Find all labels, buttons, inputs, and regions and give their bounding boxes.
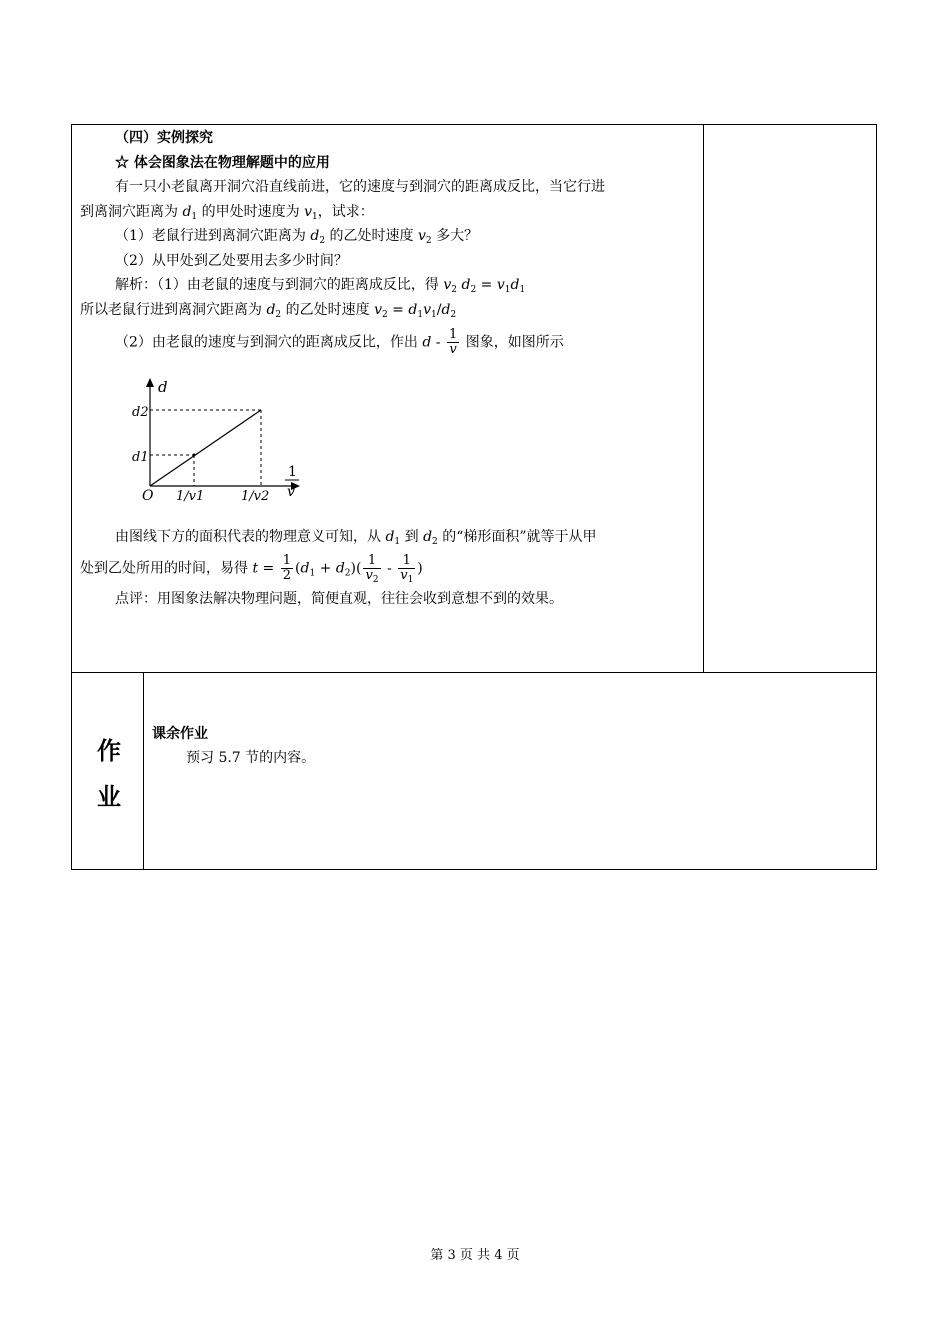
problem-line-2: 到离洞穴距离为 $d_1$ 的甲处时速度为 $v_1$，试求： bbox=[80, 203, 374, 222]
x-tick-1-over-v2: 1/v2 bbox=[241, 489, 270, 504]
homework-label-divider bbox=[143, 672, 144, 870]
row-divider bbox=[71, 672, 877, 673]
question-2: （2）从甲处到乙处要用去多少时间？ bbox=[115, 252, 348, 269]
right-column-divider bbox=[703, 124, 704, 673]
y-axis-label: d bbox=[158, 378, 168, 396]
graph-line bbox=[150, 410, 261, 486]
example-section bbox=[80, 126, 700, 611]
section-subheading: ☆ 体会图象法在物理解题中的应用 bbox=[115, 154, 330, 171]
y-tick-d2: d2 bbox=[132, 405, 149, 420]
origin-label: O bbox=[142, 488, 154, 504]
question-1: （1）老鼠行进到离洞穴距离为 $d_2$ 的乙处时速度 $v_2$ 多大？ bbox=[115, 228, 479, 246]
y-tick-d1: d1 bbox=[132, 450, 149, 465]
homework-text: 预习 5.7 节的内容。 bbox=[186, 750, 316, 766]
solution-line-3: （2）由老鼠的速度与到洞穴的距离成反比，作出 d - $\frac{1}{v}$ 图象，如图所示 bbox=[115, 327, 564, 357]
comment-line: 点评：用图象法解决物理问题，简便直观，往往会收到意想不到的效果。 bbox=[115, 590, 563, 607]
homework-label-char-2: 业 bbox=[97, 783, 121, 811]
graph-point bbox=[193, 454, 196, 457]
homework-label bbox=[92, 728, 126, 820]
solution-line-5: 处到乙处所用的时间，易得 t = $\frac{1}{2}$ $(d_1 + d_2)$( $\frac{1}{v_2}$ - $\frac{1}{v_1}$ ) bbox=[80, 552, 423, 585]
section-heading: （四）实例探究 bbox=[115, 130, 213, 146]
homework-content bbox=[152, 722, 315, 770]
d-vs-inverse-v-graph bbox=[118, 376, 318, 512]
y-axis-arrow bbox=[146, 378, 154, 387]
homework-title: 课余作业 bbox=[152, 726, 208, 742]
x-tick-1-over-v1: 1/v1 bbox=[176, 489, 205, 504]
homework-label-char-1: 作 bbox=[97, 737, 121, 765]
x-axis-label-denominator: v bbox=[287, 484, 295, 500]
page-footer: 第 3 页 共 4 页 bbox=[430, 1248, 520, 1263]
solution-line-1: 解析：（1）由老鼠的速度与到洞穴的距离成反比，得 $v_2$ $d_2 = v_1d_1$ bbox=[115, 277, 526, 295]
x-axis-label-numerator: 1 bbox=[288, 464, 297, 480]
solution-line-2: 所以老鼠行进到离洞穴距离为 $d_2$ 的乙处时速度 $v_2 = d_1v_1/d_2$ bbox=[80, 301, 457, 320]
problem-line-1: 有一只小老鼠离开洞穴沿直线前进，它的速度与到洞穴的距离成反比，当它行进 bbox=[115, 179, 605, 195]
solution-line-4: 由图线下方的面积代表的物理意义可知，从 $d_1$ 到 $d_2$ 的“梯形面积”就等于从甲 bbox=[115, 529, 597, 547]
